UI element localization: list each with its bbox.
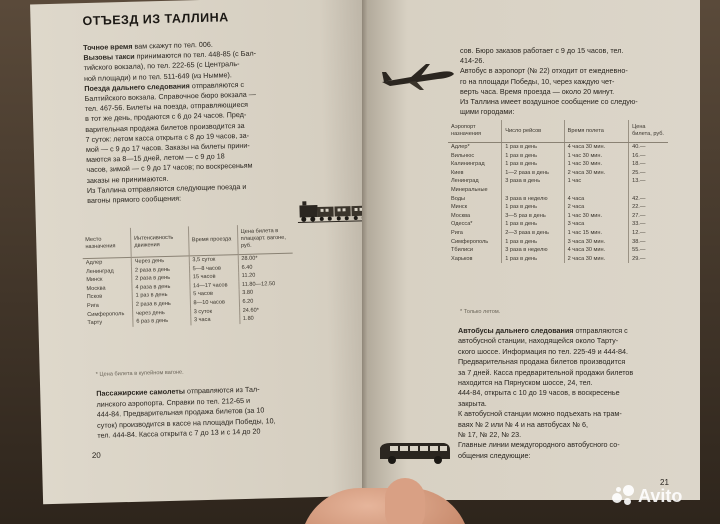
table-cell: Тбилиси <box>451 247 474 254</box>
text-line <box>458 399 487 408</box>
table-cell: 1 раз в день <box>502 238 564 247</box>
text-line <box>458 409 622 418</box>
table-row <box>448 195 668 204</box>
column-header: Время проезда <box>188 225 238 256</box>
page-number-left: 20 <box>91 450 101 460</box>
line-text: заказы не принимаются. <box>86 173 169 185</box>
table-cell: Москва <box>451 212 471 219</box>
line-text: мой — с 9 до 17 часов. Заказы на билеты прини- <box>85 140 250 155</box>
text-line <box>458 326 628 335</box>
table-cell: 4 часа <box>564 195 628 204</box>
table-cell: 1 раз в день <box>132 291 190 301</box>
line-text: ной площади) и по тел. 511-649 (из Нымме). <box>83 69 232 83</box>
table-cell: 40.— <box>629 143 668 152</box>
train-illustration-icon <box>297 196 372 226</box>
table-cell: 2 раза в день <box>132 274 190 284</box>
line-text: суток) производится в кассе на площади Победы, 10, <box>96 415 276 430</box>
table-cell: 1 час 30 мин. <box>564 152 628 161</box>
table-cell: 1 раз в день <box>502 203 564 212</box>
table-row <box>448 143 668 152</box>
table-cell: 2 часа 30 мин. <box>564 255 628 264</box>
table-cell: Псков <box>86 294 103 301</box>
table-cell: Киев <box>451 169 464 176</box>
table-cell: 55.— <box>629 246 668 255</box>
table-row <box>448 212 668 221</box>
line-text: ского шоссе. Информация по тел. 225-49 и 444-84. <box>458 346 629 356</box>
text-line: Из Таллина имеет воздушное сообщение со следую- <box>460 97 638 106</box>
text-line <box>458 388 620 397</box>
table-cell: 3 часа 30 мин. <box>564 238 628 247</box>
text-line: Автобус в аэропорт (№ 22) отходит от ежедневно- <box>460 66 628 76</box>
text-line <box>458 357 625 366</box>
line-text: тел. 444-84. Касса открыта с 7 до 13 и с 14 до 20 <box>97 426 261 441</box>
air-table <box>448 120 668 263</box>
table-cell: 16.— <box>629 152 668 161</box>
table-row <box>448 177 668 186</box>
table-cell: Через день <box>131 256 189 267</box>
bold-term: Автобусы дальнего следования <box>458 326 574 335</box>
line-text: 7 суток: летом касса открыта с 8 до 19 часов, за- <box>85 130 250 144</box>
column-header: Интенсивность движения <box>130 226 188 257</box>
line-text: автобусной станции, находящейся около Тарту- <box>458 336 619 346</box>
line-text: тел. 467-56. Билеты на поезда, отправляющиеся <box>84 99 249 114</box>
airplane-illustration-icon <box>380 60 456 92</box>
table-cell: 1 час 15 мин. <box>564 229 628 238</box>
table-cell: 28.00* <box>238 253 293 264</box>
table-row <box>448 220 668 229</box>
table-cell: Воды <box>451 195 466 202</box>
line-text: закрыта. <box>458 398 487 408</box>
table-cell: 2 часа 30 мин. <box>564 169 628 178</box>
table-cell: 4 раза в день <box>132 282 190 292</box>
table-cell: 1 час 30 мин. <box>564 212 628 221</box>
table-cell: 2 часа <box>564 203 628 212</box>
table-cell: 1 час <box>564 177 628 186</box>
bold-term: Вызовы такси <box>83 51 135 63</box>
text-line: щими городами: <box>460 107 515 117</box>
table-cell <box>502 186 564 195</box>
table-cell: Рига <box>451 229 463 236</box>
table-cell: Москва <box>86 285 106 292</box>
table-cell: 13.— <box>629 177 668 186</box>
table-cell: Минеральные <box>451 186 488 193</box>
table-cell: 4 часа 30 мин. <box>564 143 628 152</box>
table-cell: Минск <box>86 276 103 284</box>
line-text: отправляются из Тал- <box>184 384 260 396</box>
table-cell: 6.20 <box>239 297 294 307</box>
table-cell: 22.— <box>629 203 668 212</box>
text-line <box>458 336 618 345</box>
table-cell <box>629 186 668 195</box>
text-line <box>87 194 181 206</box>
table-cell: 2 раза в день <box>132 299 190 309</box>
table-cell: 29.— <box>629 255 668 264</box>
text-line <box>458 378 593 387</box>
line-text: принимаются по тел. 448-85 (с Бал- <box>134 48 257 61</box>
table-cell: 14—17 часов <box>189 281 238 291</box>
line-text: 444-84, открыта с 10 до 19 часов, в воскресенье <box>458 388 620 398</box>
text-line <box>458 430 521 439</box>
table-cell: Адлер* <box>451 144 470 150</box>
column-header: Аэропорт назначения <box>448 120 502 143</box>
table-cell: 1 раз в день <box>502 152 564 161</box>
table-cell: 2—3 раза в день <box>502 229 564 238</box>
text-line <box>458 440 620 449</box>
hand-finger <box>385 478 425 524</box>
table-cell: 33.— <box>629 220 668 229</box>
line-text: тийского вокзала), по тел. 222-65 (с Централь- <box>83 59 240 73</box>
line-text: К автобусной станции можно подъехать на трам- <box>458 409 622 419</box>
line-text: в тот же день, продаются с 6 до 24 часов. Пред- <box>84 110 247 124</box>
table-cell: 15 часов <box>189 272 238 282</box>
table-cell: 2 раза в день <box>131 265 189 275</box>
line-text: варительная продажа билетов производится за <box>85 120 245 134</box>
table-cell: Рига <box>86 302 99 310</box>
table-cell: Вильнюс <box>451 152 475 159</box>
table-cell: 6.40 <box>238 262 293 272</box>
text-line <box>458 451 531 460</box>
line-text: вагоны прямого сообщения: <box>87 193 182 206</box>
line-text: маются за 8—15 дней, летом — с 9 до 18 <box>86 151 225 165</box>
table-cell: 3.80 <box>239 288 294 298</box>
table-cell: 3 суток <box>190 307 239 317</box>
watermark <box>612 485 682 507</box>
line-text: часов, зимой — с 9 до 17 часов; по воскресеньям <box>86 161 253 175</box>
table-cell: 3 раза в день <box>502 177 564 186</box>
table-row <box>448 238 668 247</box>
table-cell: Симферополь <box>451 238 489 245</box>
table-header-row <box>448 120 668 143</box>
watermark-text: Avito <box>638 485 683 506</box>
table-cell: 1 раз в день <box>502 255 564 264</box>
table-cell: Тарту <box>87 319 103 327</box>
table-row <box>448 169 668 178</box>
line-text: вам скажут по тел. 006. <box>132 39 213 51</box>
table-cell: 24.60* <box>239 305 294 315</box>
table-cell: 3 часа <box>564 220 628 229</box>
column-header: Цена билета в плацкарт. вагоне, руб. <box>237 224 293 255</box>
text-line <box>458 420 588 429</box>
line-text: Из Таллина отправляются следующие поезда и <box>86 181 247 195</box>
table-cell: 3 раза в неделю <box>502 195 564 204</box>
table-cell: 5—8 часов <box>189 264 238 274</box>
table-cell: Ленинград <box>451 178 479 185</box>
column-header: Цена билета, руб. <box>629 120 668 143</box>
line-text: линского аэропорта. Справки по тел. 212-65 и <box>96 395 251 409</box>
bus-illustration-icon <box>376 440 452 466</box>
left-page <box>30 0 383 504</box>
text-line: сов. Бюро заказов работает с 9 до 15 часов, тел. <box>460 46 624 55</box>
table-cell: 6 раз в день <box>133 317 191 327</box>
table-cell: 18.— <box>629 160 668 169</box>
column-header: Место назначения <box>82 228 131 259</box>
table-cell: 27.— <box>629 212 668 221</box>
table-cell: 11.80—12.50 <box>238 279 293 289</box>
table-cell: 8—10 часов <box>190 298 239 308</box>
line-text: Балтийского вокзала. Справочное бюро вокзала — <box>84 89 257 104</box>
table-cell: Калининград <box>451 161 485 168</box>
table-cell: 11.20 <box>238 271 293 281</box>
table-cell: 1 раз в день <box>502 143 564 152</box>
line-text: ваях № 2 или № 4 и на автобусах № 6, <box>458 419 589 429</box>
train-footnote: * Цена билета в купейном вагоне. <box>95 369 184 378</box>
text-line: го на площади Победы, 10, через каждую чет- <box>460 76 615 86</box>
train-table <box>82 224 295 328</box>
text-line <box>458 368 633 377</box>
line-text: 444-84. Предварительная продажа билетов (за 10 <box>96 405 265 420</box>
table-row <box>448 152 668 161</box>
table-cell: 3—5 раз в день <box>502 212 564 221</box>
column-header: Число рейсов <box>502 120 564 143</box>
table-cell: 25.— <box>629 169 668 178</box>
table-row <box>448 160 668 169</box>
table-cell: 1 раз в день <box>502 220 564 229</box>
table-cell: 1—2 раза в день <box>502 169 564 178</box>
table-cell: 3 раза в неделю <box>502 246 564 255</box>
bold-term: Поезда дальнего следования <box>84 81 190 93</box>
line-text: отправляются с <box>189 79 245 91</box>
table-row <box>448 203 668 212</box>
line-text: отправляются с <box>573 326 628 335</box>
table-cell: 1 час 30 мин. <box>564 160 628 169</box>
line-text: Главные линии междугородного автобусного со- <box>458 440 620 450</box>
line-text: находится на Пярнуском шоссе, 24, тел. <box>458 378 593 387</box>
table-cell: Ленинград <box>85 267 114 275</box>
page-heading: ОТЪЕЗД ИЗ ТАЛЛИНА <box>82 10 229 29</box>
table-cell: 1 раз в день <box>502 160 564 169</box>
table-cell: 5 часов <box>190 289 239 299</box>
page-number-right: 21 <box>660 478 669 487</box>
bold-term: Пассажирские самолеты <box>96 386 186 398</box>
table-row <box>448 229 668 238</box>
bold-term: Точное время <box>83 41 133 53</box>
table-cell: Адлер <box>85 259 103 267</box>
column-header: Время полета <box>564 120 628 143</box>
line-text: за 7 дней. Касса предварительной продажи билетов <box>458 367 634 377</box>
air-footnote: * Только летом. <box>460 309 501 315</box>
line-text: № 17, № 22, № 23. <box>458 430 522 439</box>
table-cell: 3 часа <box>190 315 239 325</box>
text-line: 414-26. <box>460 56 485 66</box>
table-row <box>448 246 668 255</box>
table-cell: 42.— <box>629 195 668 204</box>
avito-logo-icon <box>612 485 634 507</box>
right-page <box>368 0 700 500</box>
table-row <box>448 255 668 264</box>
table-cell: 1.80 <box>239 314 294 324</box>
text-line: верть часа. Время проезда — около 20 минут. <box>460 86 615 96</box>
table-row <box>448 186 668 195</box>
table-cell: через день <box>132 308 190 318</box>
table-cell: 12.— <box>629 229 668 238</box>
table-cell: 38.— <box>629 238 668 247</box>
line-text: общения следующие: <box>458 450 531 460</box>
text-line <box>458 347 628 356</box>
table-cell: Симферополь <box>87 310 125 318</box>
table-cell <box>564 186 628 195</box>
table-cell: Минск <box>451 204 468 211</box>
table-cell: 4 часа 30 мин. <box>564 246 628 255</box>
line-text: Предварительная продажа билетов производится <box>458 357 626 367</box>
table-cell: 3,5 суток <box>189 255 238 265</box>
table-cell: Харьков <box>451 255 473 262</box>
table-cell: Одесса* <box>451 221 473 228</box>
